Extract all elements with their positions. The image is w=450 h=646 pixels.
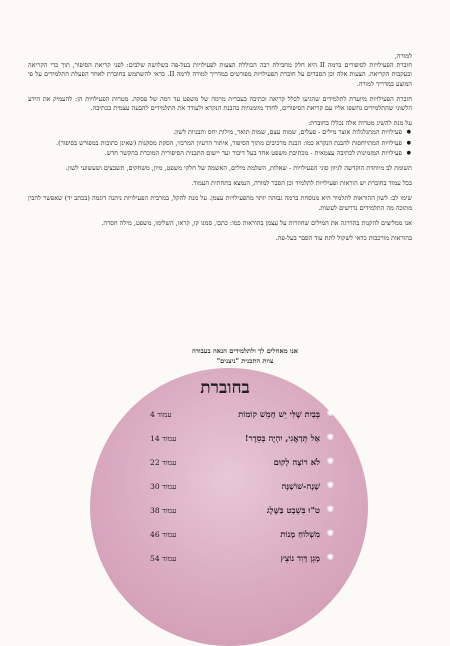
wishes-line: אנו מאחלים לך ולתלמידים הנאה בעבודה	[191, 347, 299, 355]
paragraph-1: חוברת הפעילויות לסיפורים ברמה II היא חלק מחבילת רבה הכוללת הצעות לפעילויות בעל-פה בשלושה שלבים: לפני קריאת הסיפור, תוך כדי הקריאה ובעקבות הקריאה. הצעות אלה וכן הסברים על חוברת הפעילויות מפורטים במדריך למורה לרמה II. כדאי להשתמש בחוברת לאחר הפעלת התלמידים על פי המוצע במדריך למורה.	[28, 61, 413, 88]
paragraph-7: אנו ממליצים להקנות בהדרגה את המילים שחוזרות על עצמן בהוראות כמו: כתבו, סמנו קו, קראו, השלימו, משפט, מילה חסרה.	[101, 218, 412, 227]
team-signature: צוות התכנית "ניצנים"	[216, 357, 274, 365]
toc-item	[150, 476, 334, 496]
toc-item-page: עמוד 38	[150, 505, 177, 515]
toc-item-title: מָגֵן דָּוִד נוֹצֵץ	[280, 553, 320, 563]
toc-item-title: לֹא רוֹצָה לָקוּם	[273, 457, 320, 467]
toc-item-page: עמוד 4	[150, 409, 172, 419]
toc-item	[150, 404, 334, 424]
toc-item-page: עמוד 30	[150, 481, 177, 491]
toc-item-page: עמוד 14	[150, 433, 177, 443]
sun-icon: ✺	[326, 505, 334, 515]
paragraph-4: תשומת לב מיוחדת הוקדשה לגיוון סוגי הפעילויות - שאלות, השלמת מילים, האשמה של חלקי משפט, מיון, משחקים, תשבצים ושעשועי לשון.	[65, 164, 412, 173]
sun-icon: ✺	[326, 433, 334, 443]
sun-icon: ✺	[326, 553, 334, 563]
toc-item-title: שָׁנָה-שׁוֹשַׁנָּה	[281, 481, 320, 491]
sun-icon: ✺	[326, 481, 334, 491]
paragraph-6: שימו לב: לשון ההוראות לתלמיד היא מנוסחת ברמה גבוהה יותר מהפעילויות עצמן. על מנת להקל, במרבית הפעילויות ניתנה דוגמה (בכתב יד) שאפשר להבין מתוכה מה התלמידים נדרשים לעשות.	[28, 194, 412, 212]
toc-item-page: עמוד 54	[150, 553, 177, 563]
sun-icon: ✺	[326, 529, 334, 539]
toc-item	[150, 452, 334, 472]
contents-title: בחוברת	[200, 378, 250, 398]
paragraph-8: בהוראות מורכבות כדאי לשקול לתת עוד הסבר בעל-פה.	[275, 234, 412, 243]
paragraph-2: חוברת הפעילויות מיועדת לתלמידים שהגיעו לכלל קריאה וכתיבה בעברית מרמה של משפט עד רמה של פסקה. מטרות הפעילויות הן: להעמיק את הידע הלשוני שהתלמידים נחשפו אליו עם קריאת הסיפורים, לחדד מיומנויות בהבנת הנקרא ולעודד את התלמידים להבעה עצמית בכתיבה.	[28, 94, 412, 113]
toc-item	[150, 428, 334, 448]
toc-item-page: עמוד 22	[150, 457, 177, 467]
paragraph-5: בכל עמוד בחוברת יש הוראות ופעילויות לתלמיד וכן הסבר למורה, הנמצא בתחתית העמוד.	[191, 179, 412, 188]
sun-icon: ✺	[326, 457, 334, 467]
salutation: למורה,	[394, 52, 412, 60]
list-item: ● פעילויות המזמינות לכתיבה עצמאית - מכתיבת משפט אחד בעל דיבור ועד יישום התבנית הסיפורית המוכרת בהקשר חדש.	[28, 149, 402, 158]
sun-icon: ✺	[326, 409, 334, 419]
toc-item	[150, 548, 334, 568]
toc-item-title: אַל תְּדַאֲגִי, יִהְיֶה בְּסֵדֶר!	[244, 433, 320, 443]
paragraph-3: על מנת להשיג מטרות אלה נכללו בחוברת:	[308, 119, 412, 128]
toc-item-title: מִשְׁלוֹחַ מָנוֹת	[280, 529, 320, 539]
toc-item-page: עמוד 46	[150, 529, 177, 539]
list-item: ● פעילויות המתייחסות להבנת הנקרא כמו: הבנת מרכיבים מתוך הסיפור, איתור הרעיון המרכזי, הסקת מסקנות (שאינן כתובות במפורש בסיפור).	[28, 139, 402, 148]
toc-item-title: ט"וּ בִּשְׁבָט בַּשֶּׁלֶג	[266, 505, 320, 515]
toc-item	[150, 500, 334, 520]
toc-item	[150, 524, 334, 544]
toc-item-title: בְּבַיִת שֶׁלִּי יֵשׁ חָמֵשׁ קוֹמוֹת	[238, 409, 320, 419]
list-item: ● פעילויות המתגלגלות אוצר מילים - פעלים, שמות עצם, שמות תואר, מילות יחס ותבניות לשון.	[28, 128, 402, 137]
